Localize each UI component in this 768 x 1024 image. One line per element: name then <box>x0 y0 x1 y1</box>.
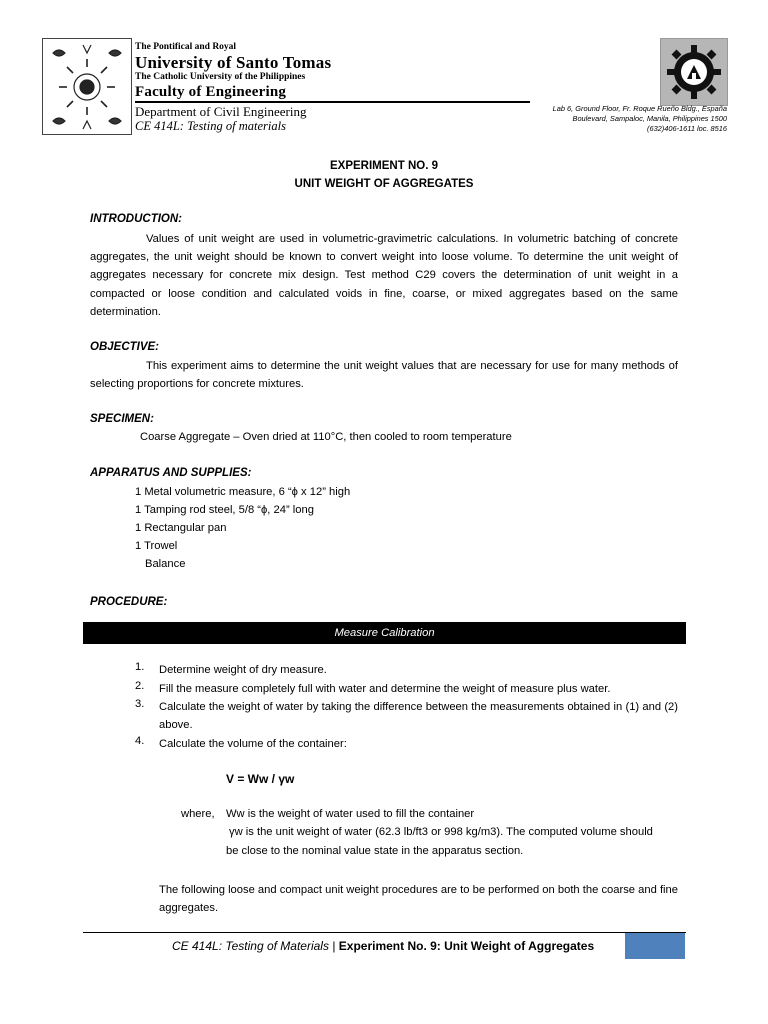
step-text: Fill the measure completely full with water and determine the weight of measure plus water. <box>159 683 611 695</box>
step-number: 1. <box>135 661 145 673</box>
volume-formula: V = Ww / γw <box>226 772 295 786</box>
faculty-name: Faculty of Engineering <box>135 84 287 100</box>
header-rule <box>135 101 530 103</box>
address-line: Lab 6, Ground Floor, Fr. Roque Rueño Bldg., España <box>552 104 727 113</box>
department-name: Department of Civil Engineering <box>135 104 307 119</box>
where-line: γw is the unit weight of water (62.3 lb/ft3 or 998 kg/m3). The computed volume should <box>229 826 653 838</box>
apparatus-item: 1 Trowel <box>135 540 178 552</box>
step-number: 2. <box>135 680 145 692</box>
footer-course: CE 414L: Testing of Materials <box>172 939 329 953</box>
step-text: Determine weight of dry measure. <box>159 664 327 676</box>
where-line: be close to the nominal value state in the apparatus section. <box>226 845 524 857</box>
gear-icon <box>661 39 727 105</box>
objective-heading: OBJECTIVE: <box>90 341 160 353</box>
step-text: Calculate the volume of the container: <box>159 738 347 750</box>
step-number: 4. <box>135 735 145 747</box>
procedure-heading: PROCEDURE: <box>90 596 168 608</box>
where-line: Ww is the weight of water used to fill the container <box>226 808 475 820</box>
apparatus-heading: APPARATUS AND SUPPLIES: <box>90 467 252 479</box>
footer-accent-box <box>625 933 685 959</box>
university-seal <box>42 38 132 135</box>
section-bar-measure-calibration: Measure Calibration <box>83 622 686 644</box>
objective-text: This experiment aims to determine the unit weight values that are necessary for use for many methods of selecting proportions for concrete mixtures. <box>90 360 678 391</box>
specimen-text: Coarse Aggregate – Oven dried at 110°C, then cooled to room temperature <box>140 431 512 443</box>
experiment-number: EXPERIMENT NO. 9 <box>330 160 438 172</box>
address-line: Boulevard, Sampaloc, Manila, Philippines 1500 <box>572 114 727 123</box>
apparatus-item: Balance <box>145 558 186 570</box>
introduction-heading: INTRODUCTION: <box>90 213 182 225</box>
university-preamble: The Pontifical and Royal <box>135 42 237 52</box>
experiment-title: UNIT WEIGHT OF AGGREGATES <box>294 178 474 190</box>
footer-experiment: Experiment No. 9: Unit Weight of Aggregates <box>338 939 595 953</box>
introduction-text: Values of unit weight are used in volumetric-gravimetric calculations. In volumetric batching of concrete aggregates, the unit weight should be known to convert weight into loose volume. To determine the unit weight of aggregates necessary for concrete mix design. Test method C29 covers the determination of unit weight in a compacted or loose condition and calculated voids in fine, coarse, or mixed aggregates based on the same determination. <box>90 233 678 318</box>
where-label: where, <box>181 808 215 820</box>
university-tagline: The Catholic University of the Philippines <box>135 72 306 82</box>
address-phone: (632)406-1611 loc. 8516 <box>647 124 727 133</box>
apparatus-item: 1 Tamping rod steel, 5/8 “ϕ, 24” long <box>135 504 314 516</box>
closing-text: The following loose and compact unit weight procedures are to be performed on both the coarse and fine aggregates. <box>159 884 678 915</box>
course-name: CE 414L: Testing of materials <box>135 119 286 133</box>
footer-rule <box>83 932 686 933</box>
apparatus-item: 1 Rectangular pan <box>135 522 227 534</box>
step-number: 3. <box>135 698 145 710</box>
engineering-logo <box>660 38 728 106</box>
specimen-heading: SPECIMEN: <box>90 413 154 425</box>
apparatus-item: 1 Metal volumetric measure, 6 “ϕ x 12” high <box>135 486 351 498</box>
university-name: University of Santo Tomas <box>135 53 332 72</box>
seal-icon <box>43 39 131 134</box>
lab-address <box>553 104 727 134</box>
footer <box>172 939 594 953</box>
step-text: Calculate the weight of water by taking the difference between the measurements obtained in (1) and (2) above. <box>159 701 678 732</box>
footer-separator: | <box>328 939 339 953</box>
